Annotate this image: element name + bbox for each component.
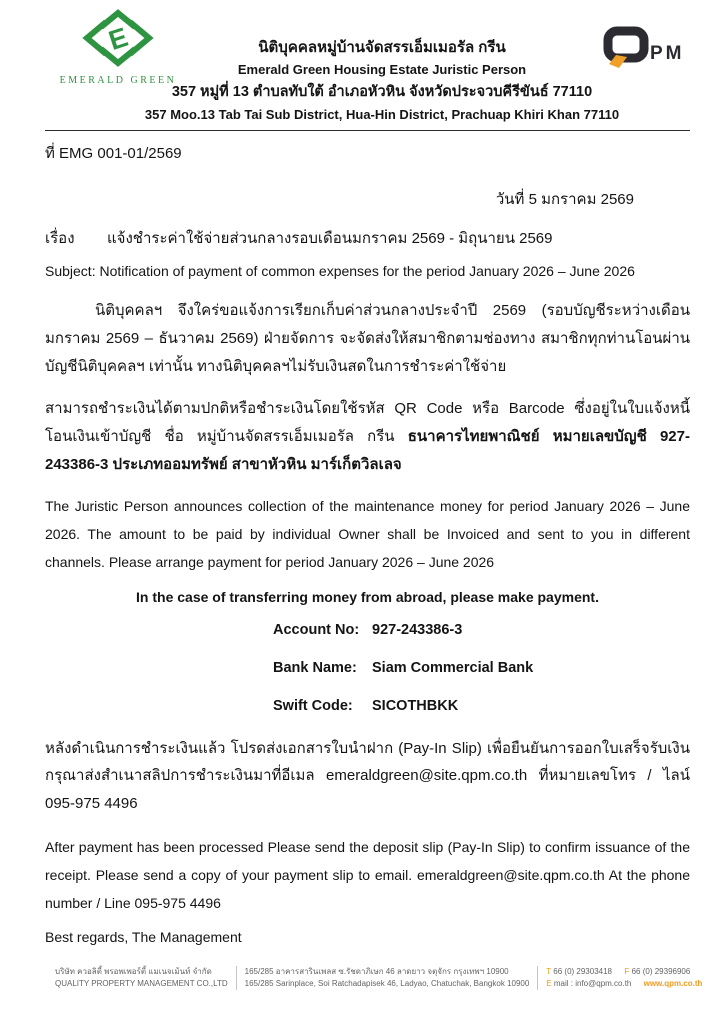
bank-detail-row — [273, 621, 690, 640]
bank-details — [273, 621, 690, 716]
org-name-th: นิติบุคคลหมู่บ้านจัดสรรเอ็มเมอรัล กรีน — [258, 39, 506, 56]
email-e-label: E — [546, 979, 552, 988]
website-link: www.qpm.co.th — [643, 979, 703, 988]
org-name-en: Emerald Green Housing Estate Juristic Person — [237, 62, 527, 77]
subject-line-en: Subject: Notification of payment of common expenses for the period January 2026 – June 2026 — [45, 263, 635, 279]
phone-f-value: 66 (0) 29396906 — [631, 967, 691, 976]
paragraph-payin-slip-en: After payment has been processed Please send the deposit slip (Pay-In Slip) to confirm issuance of the receipt. Please send a copy of your payment slip to email. emeraldgreen@site.qpm.co.th At the phone number / Line 095-975 4496 — [45, 838, 690, 911]
closing-signature: Best regards, The Management — [45, 928, 242, 945]
bank-name-value: Siam Commercial Bank — [372, 659, 534, 676]
paragraph-collection-notice-th: นิติบุคคลฯ จึงใคร่ขอแจ้งการเรียกเก็บค่าส่วนกลางประจำปี 2569 (รอบบัญชีระหว่างเดือนมกราคม 2569 – ธันวาคม 2569) ฝ่ายจัดการ จะจัดส่งให้สมาชิกตามช่องทาง สมาชิกทุกท่านโอนผ่านบัญชีนิติบุคคลฯ เท่านั้น ทางนิติบุคคลฯไม่รับเงินสดในการชำระค่าใช้จ่าย — [45, 302, 690, 375]
reference-number: ที่ EMG 001-01/2569 — [45, 145, 182, 162]
footer-contact — [537, 966, 710, 990]
svg-text:E: E — [105, 21, 132, 57]
footer-company-th: บริษัท ควอลิตี้ พรอพเพอร์ตี้ แมเนจเม้นท์ จำกัด — [55, 967, 212, 976]
payment-method-text: สามารถชำระเงินได้ตามปกติหรือชำระเงินโดยใช้รหัส QR Code หรือ Barcode ซึ่งอยู่ในใบแจ้งหนี้ โอนเงินเข้าบัญชี ชื่อ หมู่บ้านจัดสรรเอ็มเมอรัล กรีน — [45, 400, 690, 445]
bank-account-info-th: ธนาคารไทยพาณิชย์ หมายเลขบัญชี 927-243386-3 ประเภทออมทรัพย์ สาขาหัวหิน มาร์เก็ตวิลเลจ — [45, 428, 690, 473]
bank-detail-row — [273, 659, 690, 678]
swift-code-value: SICOTHBKK — [372, 697, 459, 714]
subject-label-th: เรื่อง — [45, 230, 75, 247]
phone-t-label: T — [546, 967, 552, 976]
logo-brand-text: EMERALD GREEN — [59, 75, 177, 86]
footer-phone-line — [546, 966, 702, 978]
bank-detail-row — [273, 697, 690, 716]
letterhead-text — [130, 36, 634, 125]
email-text: mail : — [553, 979, 576, 988]
org-address-en: 357 Moo.13 Tab Tai Sub District, Hua-Hin District, Prachuap Khiri Khan 77110 — [144, 107, 620, 122]
footer-address-en: 165/285 Sarinplace, Soi Ratchadapisek 46, Ladyao, Chatuchak, Bangkok 10900 — [244, 979, 530, 988]
account-no-value: 927-243386-3 — [372, 621, 463, 638]
footer-address — [236, 966, 538, 990]
phone-t-value: 66 (0) 29303418 — [553, 967, 612, 976]
header-divider — [45, 130, 690, 131]
subject-text-th: แจ้งชำระค่าใช้จ่ายส่วนกลางรอบเดือนมกราคม 2569 - มิถุนายน 2569 — [107, 230, 553, 247]
swift-code-label: Swift Code: — [273, 697, 353, 714]
footer-company-en: QUALITY PROPERTY MANAGEMENT CO.,LTD — [55, 979, 228, 988]
qpm-logo — [602, 26, 696, 75]
footer-address-th: 165/285 อาคารสารินเพลส ซ.รัชดาภิเษก 46 ลาดยาว จตุจักร กรุงเทพฯ 10900 — [244, 967, 509, 976]
paragraph-payment-method-th — [45, 395, 690, 478]
phone-f-label: F — [624, 967, 630, 976]
email-address: info@qpm.co.th — [575, 979, 632, 988]
letter-date: วันที่ 5 มกราคม 2569 — [495, 191, 634, 208]
footer-email-line — [546, 978, 702, 990]
qpm-pm-text: PM — [650, 43, 685, 64]
account-no-label: Account No: — [273, 621, 360, 638]
org-address-th: 357 หมู่ที่ 13 ตำบลทับใต้ อำเภอหัวหิน จังหวัดประจวบคีรีขันธ์ 77110 — [171, 84, 593, 100]
transfer-abroad-heading: In the case of transferring money from abroad, please make payment. — [136, 588, 599, 605]
subject-line-th — [45, 226, 690, 250]
paragraph-payin-slip-th: หลังดำเนินการชำระเงินแล้ว โปรดส่งเอกสารใบนำฝาก (Pay-In Slip) เพื่อยืนยันการออกใบเสร็จรับเงิน กรุณาส่งสำเนาสลิปการชำระเงินมาที่อีเมล emeraldgreen@site.qpm.co.th ที่หมายเลขโทร / ไลน์ 095-975 4496 — [45, 739, 690, 812]
page-footer — [55, 966, 703, 990]
letterhead — [0, 0, 724, 131]
letter-body — [0, 141, 724, 945]
paragraph-collection-notice-en: The Juristic Person announces collection of the maintenance money for period January 2026 – June 2026. The amount to be paid by individual Owner shall be Invoiced and sent to you in different channels. Please arrange payment for period January 2026 – June 2026 — [45, 497, 690, 570]
bank-name-label: Bank Name: — [273, 659, 357, 676]
footer-company — [55, 966, 236, 990]
